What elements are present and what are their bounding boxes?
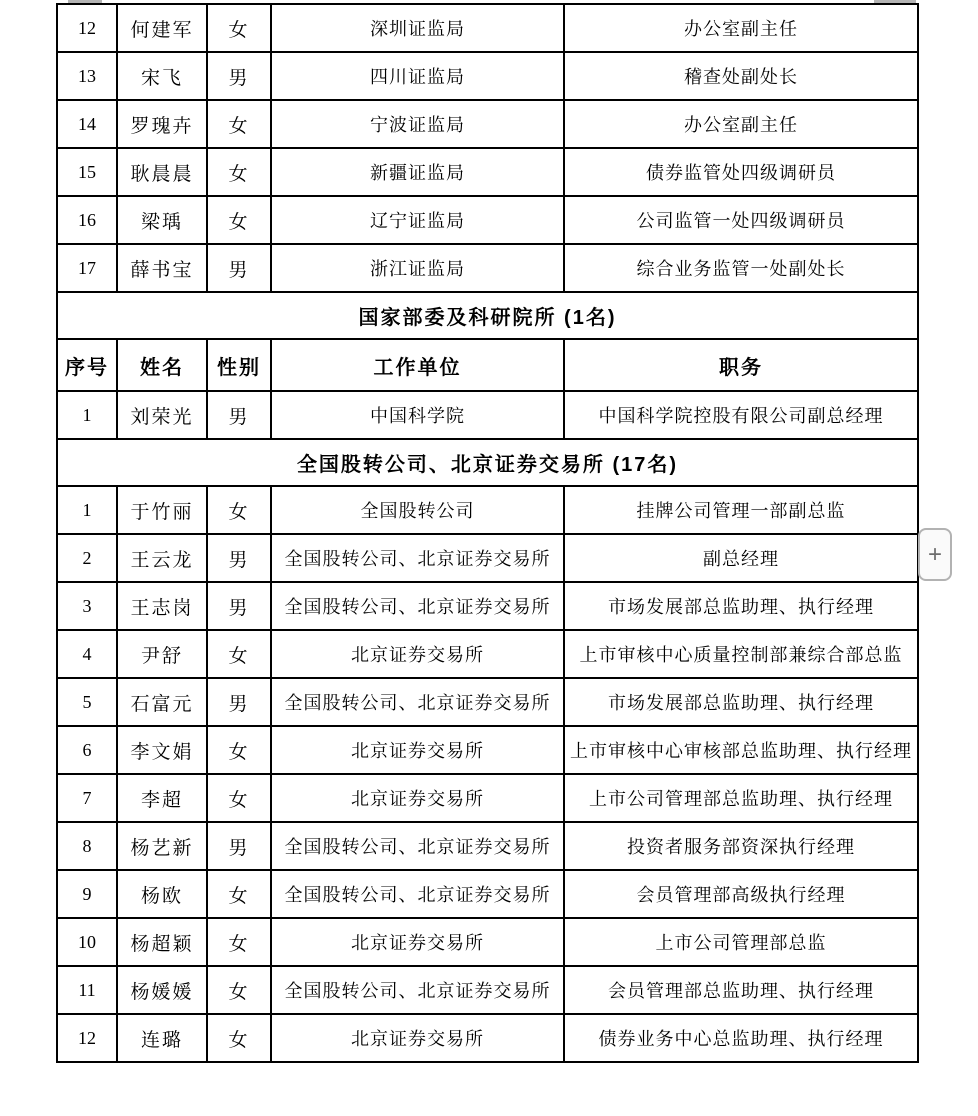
cell-position: 上市审核中心质量控制部兼综合部总监: [564, 630, 918, 678]
cell-position: 会员管理部总监助理、执行经理: [564, 966, 918, 1014]
roster-table-wrap: [56, 3, 919, 1063]
table-row: [57, 870, 918, 918]
cell-position: 副总经理: [564, 534, 918, 582]
section-row: [57, 292, 918, 339]
cell-position: 投资者服务部资深执行经理: [564, 822, 918, 870]
cell-name: 杨艺新: [117, 822, 207, 870]
cell-unit: 中国科学院: [271, 391, 564, 439]
cell-position: 会员管理部高级执行经理: [564, 870, 918, 918]
cell-name: 宋飞: [117, 52, 207, 100]
cell-gender: 女: [207, 966, 271, 1014]
cell-unit: 全国股转公司、北京证券交易所: [271, 870, 564, 918]
cell-gender: 女: [207, 4, 271, 52]
column-header-position: 职务: [564, 339, 918, 391]
column-header-no: 序号: [57, 339, 117, 391]
column-header-gender: 性别: [207, 339, 271, 391]
cell-name: 薛书宝: [117, 244, 207, 292]
roster-table: [56, 3, 919, 1063]
cell-name: 尹舒: [117, 630, 207, 678]
cell-name: 杨超颖: [117, 918, 207, 966]
section-title: 全国股转公司、北京证券交易所 (17名): [57, 439, 918, 486]
cell-no: 1: [57, 391, 117, 439]
cell-position: 上市审核中心审核部总监助理、执行经理: [564, 726, 918, 774]
table-row: [57, 678, 918, 726]
cell-unit: 全国股转公司、北京证券交易所: [271, 822, 564, 870]
cell-no: 15: [57, 148, 117, 196]
table-row: [57, 196, 918, 244]
cell-unit: 北京证券交易所: [271, 918, 564, 966]
cell-gender: 女: [207, 148, 271, 196]
table-row: [57, 534, 918, 582]
cell-gender: 女: [207, 196, 271, 244]
cell-gender: 男: [207, 678, 271, 726]
zoom-in-button[interactable]: +: [918, 528, 952, 581]
cell-position: 市场发展部总监助理、执行经理: [564, 582, 918, 630]
cell-no: 12: [57, 4, 117, 52]
cell-name: 连璐: [117, 1014, 207, 1062]
cell-unit: 深圳证监局: [271, 4, 564, 52]
cell-no: 9: [57, 870, 117, 918]
cell-no: 7: [57, 774, 117, 822]
cell-gender: 男: [207, 534, 271, 582]
table-row: [57, 582, 918, 630]
cell-no: 14: [57, 100, 117, 148]
cell-unit: 北京证券交易所: [271, 726, 564, 774]
cell-unit: 北京证券交易所: [271, 774, 564, 822]
cell-no: 12: [57, 1014, 117, 1062]
cell-unit: 宁波证监局: [271, 100, 564, 148]
cell-position: 稽查处副处长: [564, 52, 918, 100]
cell-position: 上市公司管理部总监: [564, 918, 918, 966]
cell-unit: 全国股转公司、北京证券交易所: [271, 582, 564, 630]
table-row: [57, 726, 918, 774]
section-row: [57, 439, 918, 486]
table-row: [57, 391, 918, 439]
cell-unit: 全国股转公司: [271, 486, 564, 534]
column-header-row: [57, 339, 918, 391]
cell-position: 市场发展部总监助理、执行经理: [564, 678, 918, 726]
cell-gender: 女: [207, 630, 271, 678]
cell-no: 4: [57, 630, 117, 678]
cell-unit: 辽宁证监局: [271, 196, 564, 244]
cell-no: 17: [57, 244, 117, 292]
cell-gender: 女: [207, 100, 271, 148]
cell-gender: 女: [207, 726, 271, 774]
cell-unit: 四川证监局: [271, 52, 564, 100]
table-row: [57, 1014, 918, 1062]
cell-gender: 女: [207, 486, 271, 534]
cell-gender: 男: [207, 391, 271, 439]
cell-no: 6: [57, 726, 117, 774]
cell-no: 2: [57, 534, 117, 582]
cell-gender: 女: [207, 774, 271, 822]
section-title: 国家部委及科研院所 (1名): [57, 292, 918, 339]
cell-position: 中国科学院控股有限公司副总经理: [564, 391, 918, 439]
cell-name: 罗瑰卉: [117, 100, 207, 148]
cell-name: 于竹丽: [117, 486, 207, 534]
cell-name: 李文娟: [117, 726, 207, 774]
cell-gender: 男: [207, 244, 271, 292]
cell-unit: 全国股转公司、北京证券交易所: [271, 966, 564, 1014]
cell-no: 11: [57, 966, 117, 1014]
cell-unit: 全国股转公司、北京证券交易所: [271, 534, 564, 582]
table-row: [57, 244, 918, 292]
cell-gender: 女: [207, 1014, 271, 1062]
cell-no: 8: [57, 822, 117, 870]
cell-name: 刘荣光: [117, 391, 207, 439]
cell-no: 5: [57, 678, 117, 726]
cell-position: 办公室副主任: [564, 4, 918, 52]
table-row: [57, 4, 918, 52]
cell-position: 挂牌公司管理一部副总监: [564, 486, 918, 534]
cell-position: 上市公司管理部总监助理、执行经理: [564, 774, 918, 822]
cell-name: 杨欧: [117, 870, 207, 918]
cell-unit: 浙江证监局: [271, 244, 564, 292]
cell-position: 公司监管一处四级调研员: [564, 196, 918, 244]
roster-table-body: [57, 4, 918, 1062]
cell-name: 李超: [117, 774, 207, 822]
cell-position: 债券业务中心总监助理、执行经理: [564, 1014, 918, 1062]
cell-no: 10: [57, 918, 117, 966]
table-row: [57, 148, 918, 196]
table-row: [57, 100, 918, 148]
table-row: [57, 486, 918, 534]
cell-no: 13: [57, 52, 117, 100]
cell-name: 杨媛媛: [117, 966, 207, 1014]
cell-unit: 全国股转公司、北京证券交易所: [271, 678, 564, 726]
cell-no: 16: [57, 196, 117, 244]
cell-unit: 新疆证监局: [271, 148, 564, 196]
cell-gender: 女: [207, 918, 271, 966]
table-row: [57, 822, 918, 870]
cell-position: 债券监管处四级调研员: [564, 148, 918, 196]
cell-position: 办公室副主任: [564, 100, 918, 148]
cell-name: 石富元: [117, 678, 207, 726]
cell-name: 何建军: [117, 4, 207, 52]
table-row: [57, 918, 918, 966]
table-row: [57, 630, 918, 678]
cell-gender: 男: [207, 822, 271, 870]
cell-position: 综合业务监管一处副处长: [564, 244, 918, 292]
cell-gender: 男: [207, 582, 271, 630]
cell-name: 梁瑀: [117, 196, 207, 244]
cell-gender: 女: [207, 870, 271, 918]
table-row: [57, 774, 918, 822]
cell-unit: 北京证券交易所: [271, 630, 564, 678]
cell-no: 1: [57, 486, 117, 534]
cell-no: 3: [57, 582, 117, 630]
cell-gender: 男: [207, 52, 271, 100]
cell-name: 王云龙: [117, 534, 207, 582]
table-row: [57, 52, 918, 100]
cell-unit: 北京证券交易所: [271, 1014, 564, 1062]
cell-name: 王志岗: [117, 582, 207, 630]
table-row: [57, 966, 918, 1014]
column-header-unit: 工作单位: [271, 339, 564, 391]
column-header-name: 姓名: [117, 339, 207, 391]
cell-name: 耿晨晨: [117, 148, 207, 196]
